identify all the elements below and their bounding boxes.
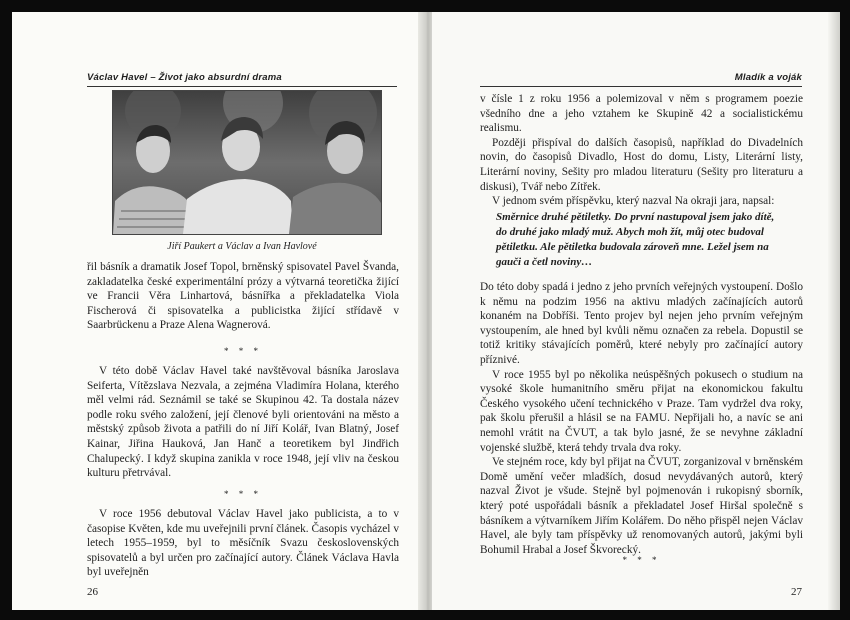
section-divider: * * *: [224, 489, 262, 499]
paragraph: V této době Václav Havel také navštěvoval básníka Jaroslava Seiferta, Vítězslava Nezvala, a zejména Vladimíra Holana, kterého měl velmi rád. Seznámil se také se Skupinou 42. Ta dostala název podle roku svého založení, její členové byli orientováni na město a městský způsob života a patřili do ní Jiří Kolář, Ivan Blatný, Josef Kainar, Jiřina Hauková, Jan Hanč a teoretikem byl Jindřich Chalupecký. I když skupina zanikla v roce 1948, její vliv na českou kulturu přetrvával.: [87, 365, 399, 480]
header-rule: [87, 86, 397, 87]
paragraph: V roce 1956 debutoval Václav Havel jako publicista, a to v časopise Květen, kde mu uveřejnili první článek. Časopis vycházel v letech 1955–1959, byl to měsíčník Svazu československých spisovatelů a byl určen pro začínající autory. Článek Václava Havla byl uveřejněn: [87, 508, 399, 579]
header-rule: [480, 86, 802, 87]
right-page: [432, 12, 840, 610]
paragraph: Ve stejném roce, kdy byl přijat na ČVUT, zorganizoval v brněnském Domě umění večer mladších, dosud nevydávaných autorů, který nazval Život je všude. Stejně byl pojmenován i rukopisný sborník, který poté uspořádali básník a překladatel Josef Hiršal společně s básníkem a výtvarníkem Jiřím Kolářem. Do něho přispěl nejen Václav Havel, ale byly tam příspěvky už renomovaných autorů, jakými byli Bohumil Hrabal a Josef Škvorecký.: [480, 456, 803, 556]
photo-illustration: [113, 91, 381, 234]
body-text-2: [87, 364, 399, 481]
body-text-1: [87, 260, 399, 333]
body-text-r1: [480, 92, 803, 209]
photograph: [112, 90, 382, 235]
section-divider: * * *: [224, 346, 262, 356]
paragraph: řil básník a dramatik Josef Topol, brněnský spisovatel Pavel Švanda, zakladatelka české experimentální prózy a výtvarná teoretička žijící ve Francii Věra Linhartová, básnířka a překladatelka Viola Fischerová či spisovatelka a publicistka žijící střídavě v Saarbrückenu a Praze Alena Wagnerová.: [87, 261, 399, 332]
body-text-3: [87, 507, 399, 580]
running-header-right: Mladík a voják: [734, 72, 802, 83]
photo-caption: Jiří Paukert a Václav a Ivan Havlové: [167, 241, 317, 252]
left-page: [12, 12, 425, 610]
page-number: 27: [791, 586, 802, 598]
right-page-edge: [828, 12, 840, 610]
block-quote: Směrnice druhé pětiletky. Do první nastupoval jsem jako dítě, do druhé jako mladý muž. Abych moh žít, můj otec budoval pětiletku. Ale pětiletka budovala zároveň mne. Ležel jsem na gauči a četl noviny…: [496, 211, 775, 268]
paragraph: V roce 1955 byl po několika neúspěšných pokusech o studium na vysoké škole humanitního směru přijat na ekonomickou fakultu Českého vysokého učení technického v Praze. Tam vydržel dva roky, pak školu přerušil a hlásil se na FAMU. Nepřijali ho, a navíc se ani nemohl vrátit na ČVUT, a tak bylo jasné, že se nevyhne základní vojenské službě, která tehdy trvala dva roky.: [480, 368, 803, 454]
running-header-left: Václav Havel – Život jako absurdní drama: [87, 72, 282, 83]
section-divider: * * *: [622, 555, 661, 565]
paragraph: v čísle 1 z roku 1956 a polemizoval v něm s programem poezie všedního dne a jeho vztahem ke Skupině 42 a socialistickému realismu.: [480, 93, 803, 135]
paragraph: Do této doby spadá i jedno z jeho prvních veřejných vystoupení. Došlo k němu na podzim 1956 na aktivu mladých začínajících autorů konaném na Dobříši. Tento projev byl nejen jeho prvním veřejným vystoupením, ale hned byl kvůli němu označen za rebela. Dopustil se totiž kritiky stávajících poměrů, které nebyly pro začínající autory příznivé.: [480, 281, 803, 366]
paragraph: Později přispíval do dalších časopisů, například do Divadelních novin, do časopisů Divadlo, Host do domu, Listy, Literární listy, Literární noviny, Sešity pro mladou literaturu (Sešity pro literaturu a diskusi), Tvář nebo Zítřek.: [480, 136, 803, 193]
paragraph: V jednom svém příspěvku, který nazval Na okraji jara, napsal:: [492, 195, 775, 208]
page-number: 26: [87, 586, 98, 598]
body-text-r2: [480, 280, 803, 557]
